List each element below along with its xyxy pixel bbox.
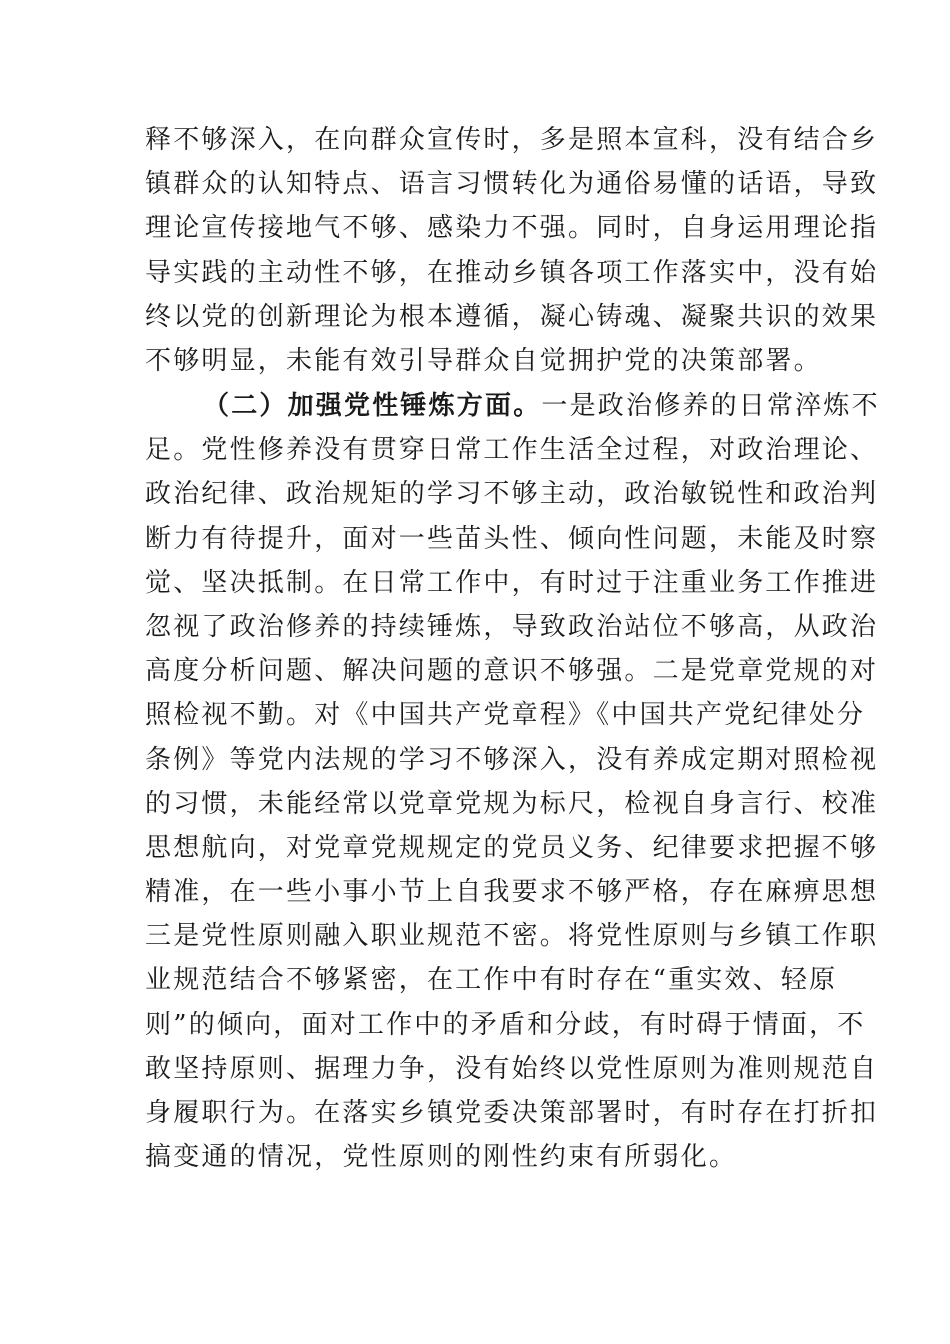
paragraph-first-line xyxy=(145,384,880,428)
text-line: 足。党性修养没有贯穿日常工作生活全过程，对政治理论、 xyxy=(145,435,879,466)
text-line: 照检视不勤。对《中国共产党章程》《中国共产党纪律处分 xyxy=(145,700,866,731)
text-line: 镇群众的认知特点、语言习惯转化为通俗易懂的话语，导致 xyxy=(145,169,879,200)
text-line: 政治纪律、政治规矩的学习不够主动，政治敏锐性和政治判 xyxy=(145,479,879,510)
text-line: 不够明显，未能有效引导群众自觉拥护党的决策部署。 xyxy=(145,345,822,376)
text-line: 理论宣传接地气不够、感染力不强。同时，自身运用理论指 xyxy=(145,213,879,244)
text-line: 高度分析问题、解决问题的意识不够强。二是党章党规的对 xyxy=(145,656,879,687)
text-line: 觉、坚决抵制。在日常工作中，有时过于注重业务工作推进 xyxy=(145,567,879,598)
paragraph-party-spirit xyxy=(145,384,880,1179)
text-line: 精准，在一些小事小节上自我要求不够严格，存在麻痹思想 xyxy=(145,877,879,908)
section-heading: （二）加强党性锤炼方面。 xyxy=(203,391,542,421)
text-line: 则”的倾向，面对工作中的矛盾和分歧，有时碍于情面，不 xyxy=(145,1009,866,1040)
text-line: 导实践的主动性不够，在推动乡镇各项工作落实中，没有始 xyxy=(145,257,879,288)
text-line: 的习惯，未能经常以党章党规为标尺，检视自身言行、校准 xyxy=(145,788,879,819)
text-line: 条例》等党内法规的学习不够深入，没有养成定期对照检视 xyxy=(145,744,879,775)
text-line: 敢坚持原则、据理力争，没有始终以党性原则为准则规范自 xyxy=(145,1053,879,1084)
text-line: 业规范结合不够紧密，在工作中有时存在“重实效、轻原 xyxy=(145,965,838,996)
text-line: 释不够深入，在向群众宣传时，多是照本宣科，没有结合乡 xyxy=(145,125,879,155)
text-line: 三是党性原则融入职业规范不密。将党性原则与乡镇工作职 xyxy=(145,921,879,952)
text-span: 一是政治修养的日常淬炼不 xyxy=(541,391,880,421)
text-line: 思想航向，对党章党规规定的党员义务、纪律要求把握不够 xyxy=(145,832,879,863)
text-line: 搞变通的情况，党性原则的刚性约束有所弱化。 xyxy=(145,1142,738,1173)
text-line: 忽视了政治修养的持续锤炼，导致政治站位不够高，从政治 xyxy=(145,611,879,642)
text-line: 身履职行为。在落实乡镇党委决策部署时，有时存在打折扣 xyxy=(145,1098,879,1128)
text-line: 终以党的创新理论为根本遵循，凝心铸魂、凝聚共识的效果 xyxy=(145,301,879,332)
paragraph-continuation xyxy=(145,118,879,383)
text-line: 断力有待提升，面对一些苗头性、倾向性问题，未能及时察 xyxy=(145,523,879,554)
